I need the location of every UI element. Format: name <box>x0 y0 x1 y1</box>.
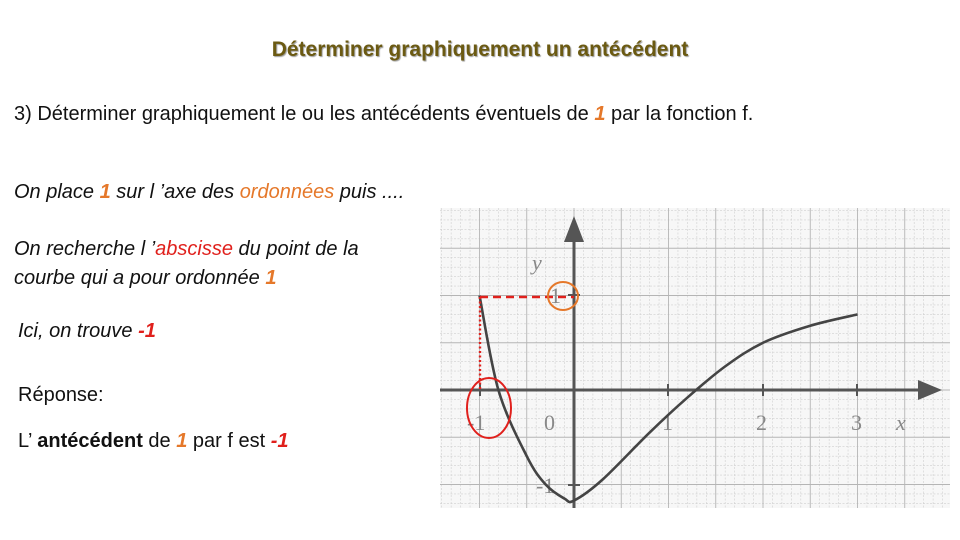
answer-middle2: par f est <box>187 430 271 452</box>
x-tick-0: 0 <box>544 410 555 435</box>
y-tick-minus1: -1 <box>536 473 555 498</box>
step-one-text <box>14 181 404 204</box>
step2-middle: du point de la <box>232 238 359 260</box>
answer-middle: de <box>142 430 177 452</box>
step2-keyword: abscisse <box>155 238 233 260</box>
answer-label: Réponse: <box>18 384 104 406</box>
result-prefix: Ici, on trouve <box>18 320 139 342</box>
question-suffix: par la fonction f. <box>605 103 754 125</box>
answer-prefix: L’ <box>18 430 38 452</box>
answer-keyword: antécédent <box>37 430 143 452</box>
slide-title: Déterminer graphiquement un antécédent <box>271 38 689 61</box>
step2-prefix: On recherche l ’ <box>14 238 156 260</box>
question-prefix: 3) Déterminer graphiquement le ou les antécédents éventuels de <box>14 103 595 125</box>
result-text <box>18 320 156 343</box>
x-axis-label: x <box>896 410 906 435</box>
result-value: -1 <box>138 320 156 342</box>
graph-paper <box>440 208 950 508</box>
function-graph <box>440 208 950 508</box>
step2-line2: courbe qui a pour ordonnée <box>14 267 266 289</box>
step1-middle: sur l ’axe des <box>110 181 240 203</box>
step1-prefix: On place <box>14 181 100 203</box>
step2-value: 1 <box>265 267 277 289</box>
x-tick-2: 2 <box>756 410 767 435</box>
answer-value: 1 <box>176 430 188 452</box>
x-tick-1: 1 <box>662 410 673 435</box>
step1-value: 1 <box>99 181 111 203</box>
y-axis-label: y <box>532 250 542 275</box>
x-tick-3: 3 <box>851 410 862 435</box>
answer-text <box>18 430 289 453</box>
question-text <box>14 103 753 126</box>
question-value: 1 <box>594 103 606 125</box>
step-two-text <box>14 235 359 293</box>
step1-keyword: ordonnées <box>239 181 335 203</box>
y-tick-1: 1 <box>550 283 561 308</box>
step1-suffix: puis .... <box>334 181 405 203</box>
x-tick-minus1: -1 <box>467 410 486 435</box>
answer-result: -1 <box>270 430 289 452</box>
